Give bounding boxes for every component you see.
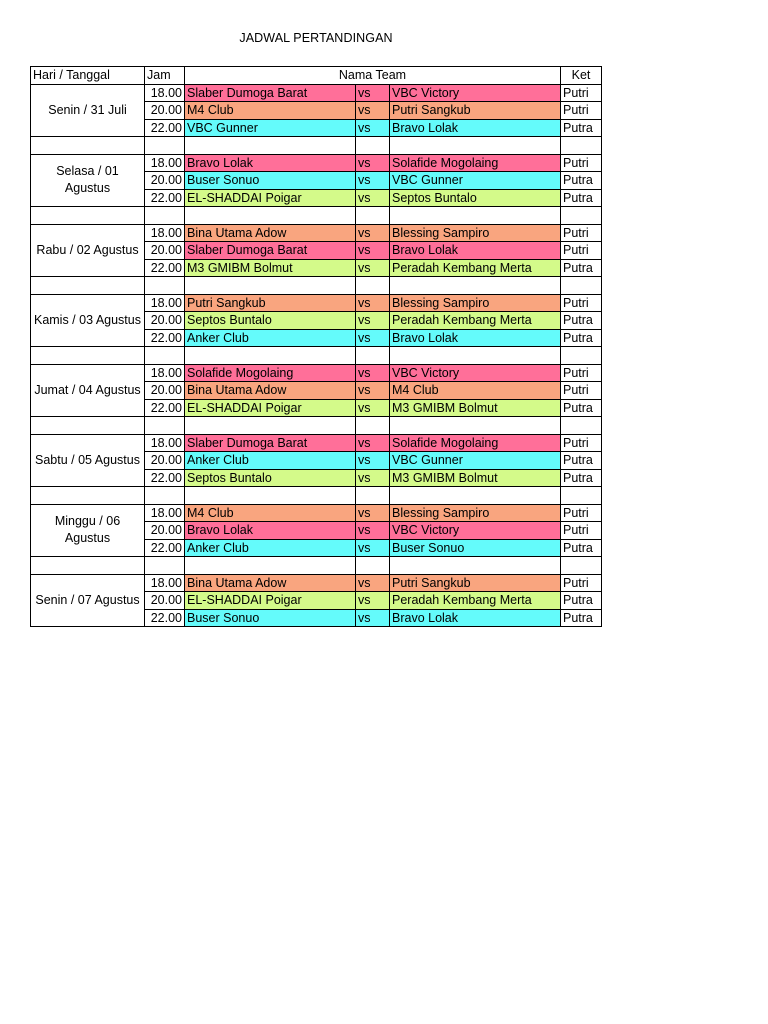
empty-cell bbox=[31, 347, 145, 365]
empty-cell bbox=[356, 347, 390, 365]
time-cell: 22.00 bbox=[145, 259, 185, 277]
home-team-cell: Slaber Dumoga Barat bbox=[185, 434, 356, 452]
empty-cell bbox=[561, 557, 602, 575]
vs-cell: vs bbox=[356, 172, 390, 190]
home-team-cell: Bina Utama Adow bbox=[185, 224, 356, 242]
away-team-cell: M3 GMIBM Bolmut bbox=[390, 469, 561, 487]
home-team-cell: Putri Sangkub bbox=[185, 294, 356, 312]
time-cell: 18.00 bbox=[145, 364, 185, 382]
separator-row bbox=[31, 557, 602, 575]
away-team-cell: VBC Victory bbox=[390, 364, 561, 382]
empty-cell bbox=[356, 277, 390, 295]
away-team-cell: Septos Buntalo bbox=[390, 189, 561, 207]
empty-cell bbox=[561, 207, 602, 225]
away-team-cell: Peradah Kembang Merta bbox=[390, 259, 561, 277]
empty-cell bbox=[185, 487, 356, 505]
header-jam: Jam bbox=[145, 67, 185, 85]
header-day: Hari / Tanggal bbox=[31, 67, 145, 85]
empty-cell bbox=[31, 277, 145, 295]
vs-cell: vs bbox=[356, 189, 390, 207]
day-cell: Jumat / 04 Agustus bbox=[31, 364, 145, 417]
ket-cell: Putri bbox=[561, 504, 602, 522]
home-team-cell: Anker Club bbox=[185, 329, 356, 347]
header-row bbox=[31, 67, 602, 85]
empty-cell bbox=[185, 557, 356, 575]
vs-cell: vs bbox=[356, 84, 390, 102]
away-team-cell: VBC Gunner bbox=[390, 172, 561, 190]
ket-cell: Putra bbox=[561, 312, 602, 330]
empty-cell bbox=[561, 277, 602, 295]
away-team-cell: Bravo Lolak bbox=[390, 242, 561, 260]
home-team-cell: Buser Sonuo bbox=[185, 609, 356, 627]
home-team-cell: Buser Sonuo bbox=[185, 172, 356, 190]
away-team-cell: Peradah Kembang Merta bbox=[390, 592, 561, 610]
separator-row bbox=[31, 137, 602, 155]
away-team-cell: Buser Sonuo bbox=[390, 539, 561, 557]
ket-cell: Putri bbox=[561, 102, 602, 120]
home-team-cell: Septos Buntalo bbox=[185, 469, 356, 487]
ket-cell: Putra bbox=[561, 399, 602, 417]
empty-cell bbox=[390, 137, 561, 155]
home-team-cell: M4 Club bbox=[185, 102, 356, 120]
home-team-cell: M4 Club bbox=[185, 504, 356, 522]
time-cell: 20.00 bbox=[145, 452, 185, 470]
empty-cell bbox=[561, 137, 602, 155]
empty-cell bbox=[185, 207, 356, 225]
separator-row bbox=[31, 207, 602, 225]
away-team-cell: Bravo Lolak bbox=[390, 119, 561, 137]
ket-cell: Putri bbox=[561, 382, 602, 400]
time-cell: 22.00 bbox=[145, 329, 185, 347]
day-cell: Sabtu / 05 Agustus bbox=[31, 434, 145, 487]
empty-cell bbox=[31, 417, 145, 435]
vs-cell: vs bbox=[356, 119, 390, 137]
match-row bbox=[31, 364, 602, 382]
home-team-cell: Solafide Mogolaing bbox=[185, 364, 356, 382]
ket-cell: Putra bbox=[561, 259, 602, 277]
empty-cell bbox=[356, 417, 390, 435]
home-team-cell: M3 GMIBM Bolmut bbox=[185, 259, 356, 277]
time-cell: 20.00 bbox=[145, 172, 185, 190]
empty-cell bbox=[31, 487, 145, 505]
empty-cell bbox=[145, 417, 185, 435]
vs-cell: vs bbox=[356, 574, 390, 592]
match-row bbox=[31, 154, 602, 172]
time-cell: 18.00 bbox=[145, 224, 185, 242]
empty-cell bbox=[31, 137, 145, 155]
vs-cell: vs bbox=[356, 504, 390, 522]
away-team-cell: Bravo Lolak bbox=[390, 329, 561, 347]
time-cell: 20.00 bbox=[145, 592, 185, 610]
vs-cell: vs bbox=[356, 434, 390, 452]
time-cell: 22.00 bbox=[145, 539, 185, 557]
vs-cell: vs bbox=[356, 592, 390, 610]
empty-cell bbox=[561, 417, 602, 435]
vs-cell: vs bbox=[356, 312, 390, 330]
empty-cell bbox=[390, 417, 561, 435]
empty-cell bbox=[390, 557, 561, 575]
ket-cell: Putra bbox=[561, 119, 602, 137]
vs-cell: vs bbox=[356, 539, 390, 557]
empty-cell bbox=[390, 347, 561, 365]
home-team-cell: Bina Utama Adow bbox=[185, 382, 356, 400]
empty-cell bbox=[561, 347, 602, 365]
home-team-cell: Slaber Dumoga Barat bbox=[185, 84, 356, 102]
away-team-cell: Solafide Mogolaing bbox=[390, 154, 561, 172]
ket-cell: Putri bbox=[561, 522, 602, 540]
empty-cell bbox=[185, 417, 356, 435]
day-cell: Senin / 31 Juli bbox=[31, 84, 145, 137]
away-team-cell: Blessing Sampiro bbox=[390, 504, 561, 522]
time-cell: 18.00 bbox=[145, 504, 185, 522]
vs-cell: vs bbox=[356, 329, 390, 347]
ket-cell: Putri bbox=[561, 574, 602, 592]
ket-cell: Putri bbox=[561, 294, 602, 312]
empty-cell bbox=[561, 487, 602, 505]
empty-cell bbox=[356, 137, 390, 155]
empty-cell bbox=[145, 347, 185, 365]
home-team-cell: VBC Gunner bbox=[185, 119, 356, 137]
ket-cell: Putra bbox=[561, 469, 602, 487]
empty-cell bbox=[390, 207, 561, 225]
home-team-cell: EL-SHADDAI Poigar bbox=[185, 399, 356, 417]
vs-cell: vs bbox=[356, 469, 390, 487]
away-team-cell: Solafide Mogolaing bbox=[390, 434, 561, 452]
home-team-cell: Bravo Lolak bbox=[185, 522, 356, 540]
empty-cell bbox=[31, 557, 145, 575]
vs-cell: vs bbox=[356, 452, 390, 470]
vs-cell: vs bbox=[356, 364, 390, 382]
separator-row bbox=[31, 417, 602, 435]
ket-cell: Putri bbox=[561, 434, 602, 452]
ket-cell: Putra bbox=[561, 452, 602, 470]
ket-cell: Putra bbox=[561, 609, 602, 627]
day-cell: Minggu / 06 Agustus bbox=[31, 504, 145, 557]
vs-cell: vs bbox=[356, 399, 390, 417]
home-team-cell: Bravo Lolak bbox=[185, 154, 356, 172]
time-cell: 22.00 bbox=[145, 609, 185, 627]
empty-cell bbox=[185, 277, 356, 295]
time-cell: 20.00 bbox=[145, 522, 185, 540]
home-team-cell: Anker Club bbox=[185, 452, 356, 470]
empty-cell bbox=[356, 207, 390, 225]
ket-cell: Putra bbox=[561, 592, 602, 610]
header-ket: Ket bbox=[561, 67, 602, 85]
away-team-cell: Putri Sangkub bbox=[390, 574, 561, 592]
vs-cell: vs bbox=[356, 102, 390, 120]
home-team-cell: Anker Club bbox=[185, 539, 356, 557]
ket-cell: Putri bbox=[561, 364, 602, 382]
vs-cell: vs bbox=[356, 522, 390, 540]
ket-cell: Putra bbox=[561, 189, 602, 207]
home-team-cell: Slaber Dumoga Barat bbox=[185, 242, 356, 260]
time-cell: 22.00 bbox=[145, 189, 185, 207]
vs-cell: vs bbox=[356, 294, 390, 312]
empty-cell bbox=[145, 487, 185, 505]
time-cell: 20.00 bbox=[145, 242, 185, 260]
away-team-cell: VBC Gunner bbox=[390, 452, 561, 470]
empty-cell bbox=[356, 487, 390, 505]
day-cell: Senin / 07 Agustus bbox=[31, 574, 145, 627]
ket-cell: Putra bbox=[561, 329, 602, 347]
vs-cell: vs bbox=[356, 609, 390, 627]
time-cell: 18.00 bbox=[145, 84, 185, 102]
day-cell: Rabu / 02 Agustus bbox=[31, 224, 145, 277]
match-row bbox=[31, 574, 602, 592]
schedule-table bbox=[30, 66, 602, 627]
empty-cell bbox=[145, 207, 185, 225]
time-cell: 18.00 bbox=[145, 294, 185, 312]
ket-cell: Putri bbox=[561, 154, 602, 172]
empty-cell bbox=[185, 347, 356, 365]
ket-cell: Putri bbox=[561, 84, 602, 102]
home-team-cell: EL-SHADDAI Poigar bbox=[185, 592, 356, 610]
empty-cell bbox=[185, 137, 356, 155]
away-team-cell: Blessing Sampiro bbox=[390, 294, 561, 312]
header-team: Nama Team bbox=[185, 67, 561, 85]
match-row bbox=[31, 294, 602, 312]
empty-cell bbox=[31, 207, 145, 225]
vs-cell: vs bbox=[356, 154, 390, 172]
time-cell: 22.00 bbox=[145, 469, 185, 487]
ket-cell: Putri bbox=[561, 242, 602, 260]
match-row bbox=[31, 434, 602, 452]
match-row bbox=[31, 504, 602, 522]
match-row bbox=[31, 84, 602, 102]
match-row bbox=[31, 224, 602, 242]
time-cell: 22.00 bbox=[145, 119, 185, 137]
away-team-cell: Putri Sangkub bbox=[390, 102, 561, 120]
ket-cell: Putra bbox=[561, 539, 602, 557]
vs-cell: vs bbox=[356, 259, 390, 277]
ket-cell: Putri bbox=[561, 224, 602, 242]
separator-row bbox=[31, 487, 602, 505]
time-cell: 18.00 bbox=[145, 574, 185, 592]
separator-row bbox=[31, 347, 602, 365]
vs-cell: vs bbox=[356, 382, 390, 400]
time-cell: 18.00 bbox=[145, 154, 185, 172]
away-team-cell: Peradah Kembang Merta bbox=[390, 312, 561, 330]
empty-cell bbox=[145, 557, 185, 575]
away-team-cell: M4 Club bbox=[390, 382, 561, 400]
away-team-cell: Bravo Lolak bbox=[390, 609, 561, 627]
home-team-cell: Bina Utama Adow bbox=[185, 574, 356, 592]
empty-cell bbox=[356, 557, 390, 575]
home-team-cell: Septos Buntalo bbox=[185, 312, 356, 330]
away-team-cell: VBC Victory bbox=[390, 84, 561, 102]
page-title: JADWAL PERTANDINGAN bbox=[239, 31, 393, 45]
day-cell: Selasa / 01 Agustus bbox=[31, 154, 145, 207]
vs-cell: vs bbox=[356, 224, 390, 242]
home-team-cell: EL-SHADDAI Poigar bbox=[185, 189, 356, 207]
ket-cell: Putra bbox=[561, 172, 602, 190]
empty-cell bbox=[145, 277, 185, 295]
empty-cell bbox=[145, 137, 185, 155]
time-cell: 20.00 bbox=[145, 382, 185, 400]
away-team-cell: VBC Victory bbox=[390, 522, 561, 540]
empty-cell bbox=[390, 487, 561, 505]
away-team-cell: Blessing Sampiro bbox=[390, 224, 561, 242]
day-cell: Kamis / 03 Agustus bbox=[31, 294, 145, 347]
time-cell: 22.00 bbox=[145, 399, 185, 417]
time-cell: 20.00 bbox=[145, 102, 185, 120]
separator-row bbox=[31, 277, 602, 295]
away-team-cell: M3 GMIBM Bolmut bbox=[390, 399, 561, 417]
time-cell: 18.00 bbox=[145, 434, 185, 452]
empty-cell bbox=[390, 277, 561, 295]
vs-cell: vs bbox=[356, 242, 390, 260]
time-cell: 20.00 bbox=[145, 312, 185, 330]
